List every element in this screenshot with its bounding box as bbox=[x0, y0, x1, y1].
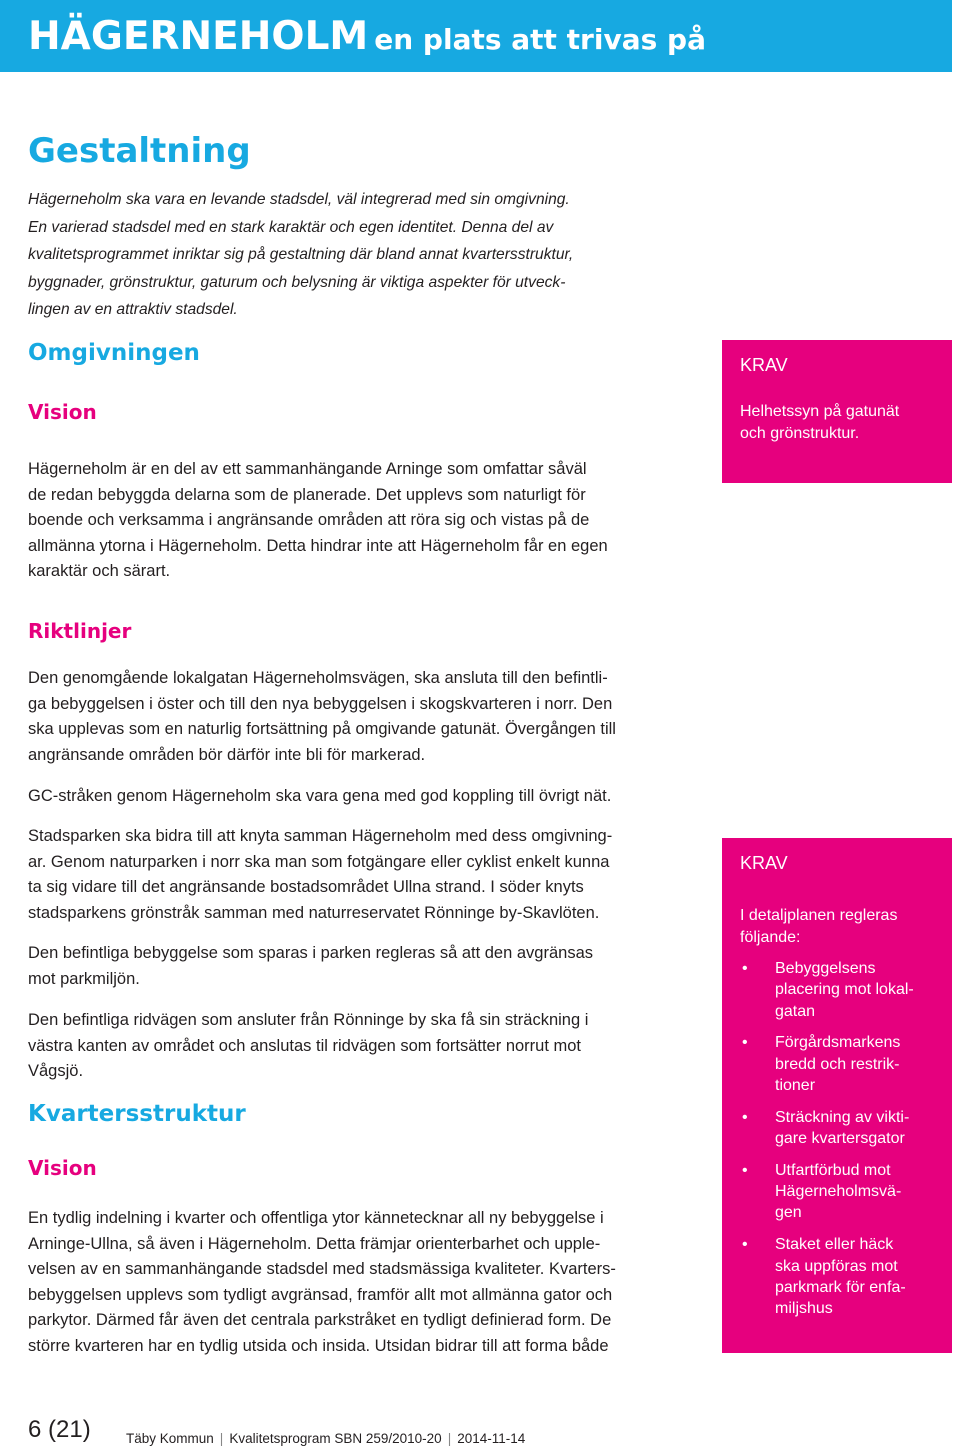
list-item-line: miljshus bbox=[775, 1300, 833, 1318]
text-line: mot parkmiljön. bbox=[28, 969, 140, 988]
bullet-icon: • bbox=[742, 1108, 748, 1126]
krav-intro bbox=[740, 905, 897, 948]
intro-paragraph bbox=[28, 186, 688, 324]
list-item bbox=[740, 1107, 945, 1150]
list-item bbox=[740, 1032, 945, 1096]
list-item-line: Förgårdsmarkens bbox=[775, 1034, 901, 1052]
krav-text-line: Helhetssyn på gatunät bbox=[740, 403, 900, 420]
riktlinje-paragraph bbox=[28, 824, 688, 926]
krav-text-line: och grönstruktur. bbox=[740, 424, 860, 442]
riktlinje-paragraph bbox=[28, 1008, 688, 1085]
header-banner bbox=[0, 0, 952, 72]
list-item-line: Sträckning av vikti- bbox=[775, 1108, 910, 1126]
footer-org: Täby Kommun bbox=[126, 1431, 214, 1446]
text-line: ska upplevas som en naturlig fortsättning på omgivande gatunät. Övergången till bbox=[28, 720, 616, 739]
text-line: bebyggelsen upplevs som tydligt avgränsad, framför allt mot allmänna gator och bbox=[28, 1285, 613, 1304]
intro-line: Hägerneholm ska vara en levande stadsdel, väl integrerad med sin omgivning. bbox=[28, 191, 570, 208]
text-line: större kvarteren har en tydlig utsida och insida. Utsidan bidrar till att forma både bbox=[28, 1336, 609, 1355]
text-line: angränsande områden bör därför inte bli för markerad. bbox=[28, 745, 426, 764]
text-line: Den befintliga ridvägen som ansluter från Rönninge by ska få sin sträckning i bbox=[28, 1011, 589, 1029]
text-line: Arninge-Ullna, så även i Hägerneholm. Detta främjar orienterbarhet och upple- bbox=[28, 1234, 601, 1253]
section-heading-omgivningen: Omgivningen bbox=[28, 340, 200, 366]
bullet-icon: • bbox=[742, 1236, 748, 1254]
list-item-line: gare kvartersgator bbox=[775, 1130, 905, 1148]
subheading-vision: Vision bbox=[28, 1156, 97, 1180]
bullet-icon: • bbox=[742, 1161, 748, 1179]
bullet-icon: • bbox=[742, 960, 748, 977]
text-line: Stadsparken ska bidra till att knyta samman Hägerneholm med dess omgivning- bbox=[28, 827, 613, 845]
subheading-vision: Vision bbox=[28, 400, 97, 424]
text-line: västra kanten av området och anslutas til ridvägen som fortsätter norrut mot bbox=[28, 1036, 582, 1055]
text-line: stadsparkens grönstråk samman med naturreservatet Rönninge by-Skavlöten. bbox=[28, 903, 600, 922]
footer-separator: | bbox=[219, 1431, 224, 1446]
subheading-riktlinjer: Riktlinjer bbox=[28, 619, 132, 643]
list-item bbox=[740, 958, 945, 1022]
list-item-line: Bebyggelsens bbox=[775, 960, 876, 977]
vision-paragraph bbox=[28, 1206, 688, 1360]
krav-text-line: följande: bbox=[740, 928, 801, 946]
intro-line: kvalitetsprogrammet inriktar sig på gestaltning där bland annat kvartersstruktur, bbox=[28, 246, 574, 264]
text-line: de redan bebyggda delarna som de planerade. Det upplevs som naturligt för bbox=[28, 485, 586, 504]
list-item-line: bredd och restrik- bbox=[775, 1055, 900, 1073]
text-line: allmänna ytorna i Hägerneholm. Detta hindrar inte att Hägerneholm får en egen bbox=[28, 536, 608, 555]
text-line: ta sig vidare till det angränsande bostadsområdet Ullna strand. I söder knyts bbox=[28, 878, 584, 897]
banner-title bbox=[28, 14, 706, 59]
riktlinje-paragraph bbox=[28, 666, 688, 768]
list-item-line: gen bbox=[775, 1204, 802, 1222]
krav-list bbox=[740, 958, 945, 1330]
footer-document-info bbox=[126, 1431, 525, 1446]
text-line: ga bebyggelsen i öster och till den nya bebyggelsen i skogskvarteren i norr. Den bbox=[28, 694, 613, 713]
text-line: boende och verksamma i angränsande områden att röra sig och vistas på de bbox=[28, 511, 590, 530]
list-item-line: Staket eller häck bbox=[775, 1236, 894, 1254]
footer-separator: | bbox=[447, 1431, 452, 1446]
text-line: velsen av en sammanhängande stadsdel med stadsmässiga kvaliteter. Kvarters- bbox=[28, 1260, 616, 1279]
list-item bbox=[740, 1234, 945, 1319]
page-number: 6 (21) bbox=[28, 1416, 91, 1443]
list-item bbox=[740, 1160, 945, 1224]
page-footer bbox=[28, 1416, 928, 1452]
text-line: En tydlig indelning i kvarter och offentliga ytor kännetecknar all ny bebyggelse i bbox=[28, 1209, 604, 1227]
text-line: Den befintliga bebyggelse som sparas i parken regleras så att den avgränsas bbox=[28, 944, 593, 962]
intro-line: lingen av en attraktiv stadsdel. bbox=[28, 301, 238, 319]
vision-paragraph bbox=[28, 457, 688, 585]
list-item-line: parkmark för enfa- bbox=[775, 1278, 906, 1296]
intro-line: En varierad stadsdel med en stark karaktär och egen identitet. Denna del av bbox=[28, 218, 554, 236]
text-line: Hägerneholm är en del av ett sammanhängande Arninge som omfattar såväl bbox=[28, 460, 587, 478]
banner-brand: HÄGERNEHOLM bbox=[28, 14, 369, 59]
list-item-line: gatan bbox=[775, 1002, 816, 1020]
text-line: ar. Genom naturparken i norr ska man som fotgängare eller cyklist enkelt kunna bbox=[28, 852, 610, 871]
text-line: GC-stråken genom Hägerneholm ska vara gena med god koppling till övrigt nät. bbox=[28, 787, 612, 805]
list-item-line: tioner bbox=[775, 1076, 816, 1094]
footer-date: 2014-11-14 bbox=[457, 1431, 526, 1446]
bullet-icon: • bbox=[742, 1034, 748, 1052]
krav-title: KRAV bbox=[740, 853, 788, 873]
text-line: Den genomgående lokalgatan Hägerneholmsvägen, ska ansluta till den befintli- bbox=[28, 669, 608, 687]
list-item-line: Utfartförbud mot bbox=[775, 1161, 891, 1179]
text-line: karaktär och särart. bbox=[28, 562, 171, 581]
krav-title: KRAV bbox=[740, 355, 788, 375]
text-line: parkytor. Därmed får även det centrala parkstråket en tydligt definierad form. De bbox=[28, 1311, 612, 1330]
krav-text-line: I detaljplanen regleras bbox=[740, 907, 898, 924]
krav-text bbox=[740, 401, 899, 444]
list-item-line: ska uppföras mot bbox=[775, 1257, 898, 1275]
krav-box bbox=[722, 340, 952, 483]
list-item-line: Hägerneholmsvä- bbox=[775, 1183, 902, 1201]
riktlinje-paragraph bbox=[28, 941, 688, 992]
section-heading-kvartersstruktur: Kvartersstruktur bbox=[28, 1101, 246, 1127]
intro-line: byggnader, grönstruktur, gaturum och belysning är viktiga aspekter för utveck- bbox=[28, 273, 566, 291]
text-line: Vågsjö. bbox=[28, 1062, 84, 1081]
footer-program: Kvalitetsprogram SBN 259/2010-20 bbox=[229, 1431, 442, 1446]
riktlinje-paragraph bbox=[28, 784, 688, 810]
banner-tagline: en plats att trivas på bbox=[374, 23, 706, 56]
list-item-line: placering mot lokal- bbox=[775, 981, 914, 999]
page-title: Gestaltning bbox=[28, 131, 251, 171]
krav-box bbox=[722, 838, 952, 1353]
